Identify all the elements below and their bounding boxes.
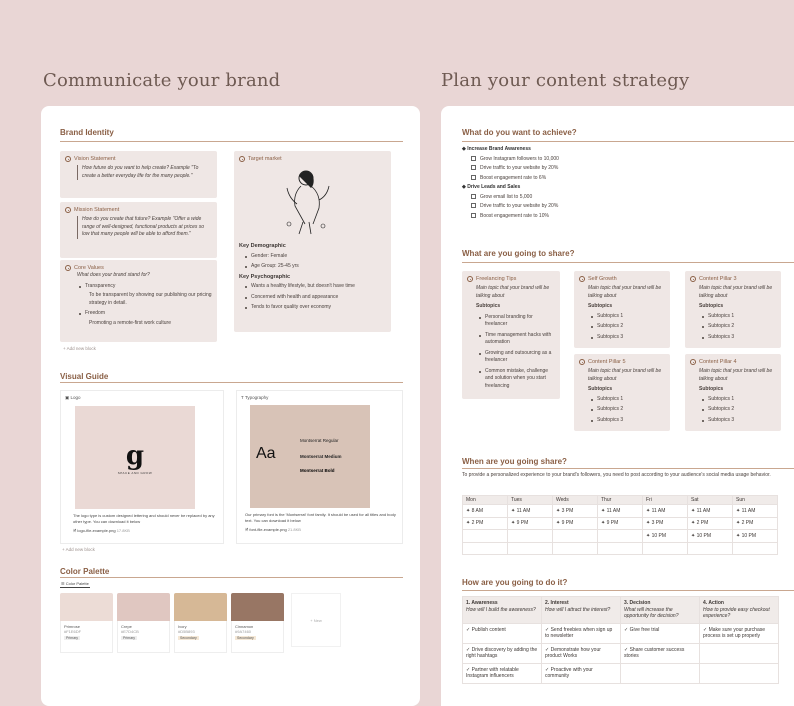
- target-icon: [579, 359, 585, 365]
- font-file-link[interactable]: 🗎 font-file-example.png 21.8KB: [245, 527, 301, 532]
- target-market-block[interactable]: Target market Key Demographic Gender: Female Age Group: 25-45 yrs Key Psychographic Wants a healthy lifestyle, but doesn't have time Concerned with health and appearance Tends to favor quality over economy: [234, 151, 391, 332]
- freelancing-tips-block[interactable]: Freelancing Tips Main topic that your brand will be talking about Subtopics Personal branding for freelancer Time management hacks with automation Growing and outsourcing as a freelancer Common mistake, challenge and solution when you start freelancing: [462, 271, 560, 399]
- visual-guide-title: Visual Guide: [60, 372, 109, 381]
- typography-card[interactable]: T Typography Aa Montserrat Regular Montserrat Medium Montserrat Bold Our primary font is the 'Montserrat' font family. It should be used for all titles and body text. You can download it below 🗎 font-file-example.png 21.8KB: [236, 390, 403, 544]
- color-palette-tab[interactable]: ☰ Color Palette: [61, 581, 89, 586]
- swatch-ivory[interactable]: Ivory #D5B893 Secondary: [174, 593, 227, 653]
- goal-2: ◆ Drive Leads and Sales: [462, 184, 521, 190]
- how-title: How are you going to do it?: [462, 578, 568, 587]
- target-icon: [65, 265, 71, 271]
- when-description: To provide a personalized experience to your brand's followers, you need to post according to your audience's social media usage behavior.: [462, 472, 771, 478]
- target-icon: [579, 276, 585, 282]
- swatch-primrose[interactable]: Primrose #F1E6DF Primary: [60, 593, 113, 653]
- target-icon: [65, 207, 71, 213]
- vision-block[interactable]: Vision Statement How future do you want to help create? Example "To create a better everyday life for the many people.": [60, 151, 217, 198]
- schedule-table: Mon Tues Weds Thur Fri Sat Sun ✦ 8 AM ✦ 11 AM ✦ 3 PM ✦ 11 AM ✦ 11 AM ✦ 11 AM ✦ 11 AM ✦ 2 PM ✦ 9 PM ✦ 9 PM ✦ 9 PM ✦ 3 PM ✦ 2 PM ✦ 2 PM ✦ 10 PM ✦ 10 PM ✦ 10 PM: [462, 495, 778, 555]
- swatch-cinnamon[interactable]: Cinnamon #9A7460 Secondary: [231, 593, 284, 653]
- target-icon: [467, 276, 473, 282]
- typography-label: T Typography: [241, 395, 269, 400]
- goal-1-item[interactable]: Boost engagement rate to 6%: [471, 175, 559, 183]
- share-title: What are you going to share?: [462, 249, 575, 258]
- swatch-color: [60, 593, 113, 621]
- mission-block[interactable]: Mission Statement How do you create that future? Example "Offer a wide range of well-designed, functional products at prices so low that many people will be able to afford them.": [60, 202, 217, 258]
- self-growth-block[interactable]: Self Growth Main topic that your brand will be talking about Subtopics Subtopics 1 Subtopics 2 Subtopics 3: [574, 271, 670, 348]
- new-swatch-button[interactable]: + New: [291, 593, 341, 647]
- add-new-block-button[interactable]: + Add new block: [62, 547, 95, 552]
- content-pillar-4-block[interactable]: Content Pillar 4 Main topic that your brand will be talking about Subtopics Subtopics 1 Subtopics 2 Subtopics 3: [685, 354, 781, 431]
- target-icon: [65, 156, 71, 162]
- typography-sample: Aa Montserrat Regular Montserrat Medium Montserrat Bold: [250, 405, 370, 508]
- logo-card[interactable]: ▣ Logo g SPACE AND GROW The logo type is custom designed lettering and should never be replaced by any other type. You can download it below 🗎 logo-file-example.png 17.8KB: [60, 390, 224, 544]
- add-new-block-button[interactable]: + Add new block: [63, 346, 96, 351]
- goal-2-item[interactable]: Grow email list to 5,000: [471, 194, 559, 202]
- content-pillar-5-block[interactable]: Content Pillar 5 Main topic that your brand will be talking about Subtopics Subtopics 1 Subtopics 2 Subtopics 3: [574, 354, 670, 431]
- brand-identity-title: Brand Identity: [60, 128, 114, 137]
- when-title: When are you going share?: [462, 457, 567, 466]
- target-icon: [690, 276, 696, 282]
- color-palette-title: Color Palette: [60, 567, 110, 576]
- achieve-title: What do you want to achieve?: [462, 128, 577, 137]
- logo-file-link[interactable]: 🗎 logo-file-example.png 17.8KB: [73, 528, 130, 533]
- logo-label: ▣ Logo: [65, 395, 81, 400]
- goal-2-item[interactable]: Drive traffic to your website by 20%: [471, 203, 559, 211]
- target-icon: [690, 359, 696, 365]
- goal-1-item[interactable]: Drive traffic to your website by 20%: [471, 165, 559, 173]
- content-pillar-3-block[interactable]: Content Pillar 3 Main topic that your brand will be talking about Subtopics Subtopics 1 Subtopics 2 Subtopics 3: [685, 271, 781, 348]
- goal-2-item[interactable]: Boost engagement rate to 10%: [471, 213, 559, 221]
- brand-card: [41, 106, 420, 706]
- funnel-table: 1. Awareness How will I build the awareness? 2. Interest How will I attract the interest? 3. Decision What will increase the opportunity for decision? 4. Action How to provide easy checkout experience? ✓ Publish content ✓ Send freebies when sign up to newsletter ✓ Give free trial ✓ Make sure your purchase process is set up properly ✓ Drive discovery by adding the right hashtags ✓ Demonstrate how your product Works ✓ Share customer success stories ✓ Partner with relatable Instagram influencers ✓ Proactive with your community: [462, 596, 779, 684]
- heading-left: Communicate your brand: [43, 70, 281, 91]
- core-values-block[interactable]: Core Values What does your brand stand for? Transparency To be transparent by showing our publishing our pricing strategy in detail. Freedom Promoting a remote-first work culture: [60, 260, 217, 342]
- target-icon: [239, 156, 245, 162]
- swatch-color: [117, 593, 170, 621]
- strategy-card: [441, 106, 794, 706]
- goal-1: ◆ Increase Brand Awareness: [462, 146, 531, 152]
- woman-illustration: [279, 164, 339, 236]
- swatch-crepe[interactable]: Crepe #E7D4CB Primary: [117, 593, 170, 653]
- logo-image: g SPACE AND GROW: [75, 406, 195, 509]
- swatch-color: [174, 593, 227, 621]
- goal-1-item[interactable]: Grow Instagram followers to 10,000: [471, 156, 559, 164]
- heading-right: Plan your content strategy: [441, 70, 690, 91]
- swatch-color: [231, 593, 284, 621]
